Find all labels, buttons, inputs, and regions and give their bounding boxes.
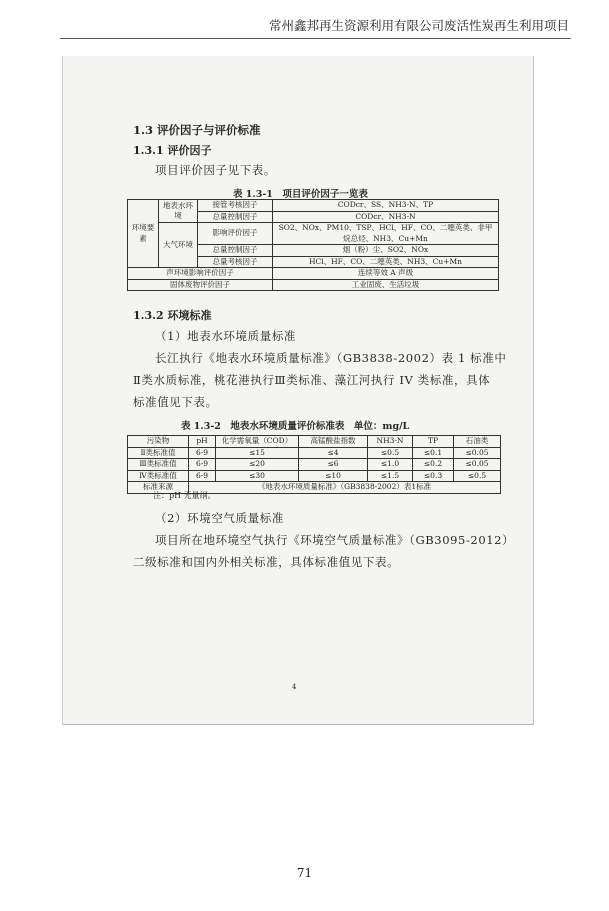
table2-cell: Ⅱ类标准值 xyxy=(128,447,189,459)
section-title: 1.3 评价因子与评价标准 xyxy=(133,123,261,137)
subsection-title-2: 1.3.2 环境标准 xyxy=(133,309,212,322)
table2-header: 高锰酸盐指数 xyxy=(299,436,368,448)
table1-value: 工业固废、生活垃圾 xyxy=(273,279,499,291)
surface-water-standard-table xyxy=(127,435,501,494)
table1-value: HCl、HF、CO、二噁英类、NH3、Cu+Mn xyxy=(273,256,499,268)
table1-factor: 接管考核因子 xyxy=(198,200,273,212)
page-header xyxy=(0,0,609,44)
table2-header: 污染物 xyxy=(128,436,189,448)
table2-cell: ≤0.1 xyxy=(413,447,454,459)
paragraph-line: 长江执行《地表水环境质量标准》（GB3838-2002）表 1 标准中 xyxy=(155,351,507,365)
table1-water-label: 地表水环境 xyxy=(159,200,198,223)
table-row xyxy=(128,447,501,459)
surface-water-item: （1）地表水环境质量标准 xyxy=(155,329,297,343)
table1-factor: 固体废物评价因子 xyxy=(128,279,273,291)
page-number: 71 xyxy=(296,866,313,880)
table2-cell: ≤0.5 xyxy=(454,470,501,482)
scanned-page xyxy=(62,56,534,725)
table1-value: CODcr、NH3-N xyxy=(273,211,499,223)
air-quality-item: （2）环境空气质量标准 xyxy=(155,511,284,525)
subsection-title-1: 1.3.1 评价因子 xyxy=(133,144,212,157)
table-row xyxy=(128,459,501,471)
table2-cell: ≤0.05 xyxy=(454,459,501,471)
table2-cell: ≤0.05 xyxy=(454,447,501,459)
paragraph-line: 标准值见下表。 xyxy=(133,395,218,409)
table2-header: NH3-N xyxy=(368,436,413,448)
header-rule xyxy=(60,38,571,39)
table2-cell: ≤0.3 xyxy=(413,470,454,482)
table1-factor: 总量考核因子 xyxy=(198,256,273,268)
header-title: 常州鑫邦再生资源利用有限公司废活性炭再生利用项目 xyxy=(268,18,569,33)
table2-cell: ≤1.5 xyxy=(368,470,413,482)
table1-factor: 总量控制因子 xyxy=(198,211,273,223)
table2-cell: ≤0.2 xyxy=(413,459,454,471)
table2-header: pH xyxy=(189,436,216,448)
table2-header: 化学需氧量（COD） xyxy=(216,436,299,448)
table1-factor: 影响评价因子 xyxy=(198,223,273,245)
table2-note: 注：pH 无量纲。 xyxy=(153,491,216,500)
table1-air-label: 大气环境 xyxy=(159,223,198,268)
table2-caption: 表 1.3-2 地表水环境质量评价标准表 单位：mg/L xyxy=(181,421,410,432)
table2-header: TP xyxy=(413,436,454,448)
table2-cell: ≤0.5 xyxy=(368,447,413,459)
table2-cell: ≤15 xyxy=(216,447,299,459)
table2-cell: ≤10 xyxy=(299,470,368,482)
table2-cell: 6-9 xyxy=(189,470,216,482)
table1-factor: 声环境影响评价因子 xyxy=(128,268,273,280)
paragraph-line: 项目所在地环境空气执行《环境空气质量标准》（GB3095-2012） xyxy=(155,533,515,547)
table1-group-cell: 环境要素 xyxy=(128,200,159,268)
paragraph-line: 二级标准和国内外相关标准，具体标准值见下表。 xyxy=(133,555,400,569)
paragraph-line: Ⅱ类水质标准，桃花港执行Ⅲ类标准、藻江河执行 IV 类标准，具体 xyxy=(133,373,491,387)
table2-cell: 6-9 xyxy=(189,459,216,471)
table1-caption: 表 1.3-1 项目评价因子一览表 xyxy=(233,189,368,200)
inner-page-number: 4 xyxy=(292,683,297,691)
table2-cell: ≤4 xyxy=(299,447,368,459)
table2-cell: 6-9 xyxy=(189,447,216,459)
table1-value: 连续等效 A 声级 xyxy=(273,268,499,280)
table2-cell: ≤20 xyxy=(216,459,299,471)
evaluation-factor-table xyxy=(127,199,499,291)
table2-source-label: 标准来源 xyxy=(128,482,189,494)
table2-cell: Ⅲ类标准值 xyxy=(128,459,189,471)
table1-factor: 总量控制因子 xyxy=(198,245,273,257)
table2-cell: ≤1.0 xyxy=(368,459,413,471)
intro-text: 项目评价因子见下表。 xyxy=(155,163,276,177)
table2-cell: ≤6 xyxy=(299,459,368,471)
table1-value: 烟（粉）尘、SO2、NOx xyxy=(273,245,499,257)
table2-cell: Ⅳ类标准值 xyxy=(128,470,189,482)
table-row xyxy=(128,470,501,482)
table2-header: 石油类 xyxy=(454,436,501,448)
table1-value: SO2、NOx、PM10、TSP、HCl、HF、CO、二噁英类、非甲烷总烃、NH3、Cu+Mn xyxy=(273,223,499,245)
table1-value: CODcr、SS、NH3-N、TP xyxy=(273,200,499,212)
table2-source-value: 《地表水环境质量标准》（GB3838-2002）表1标准 xyxy=(189,482,501,494)
table2-cell: ≤30 xyxy=(216,470,299,482)
